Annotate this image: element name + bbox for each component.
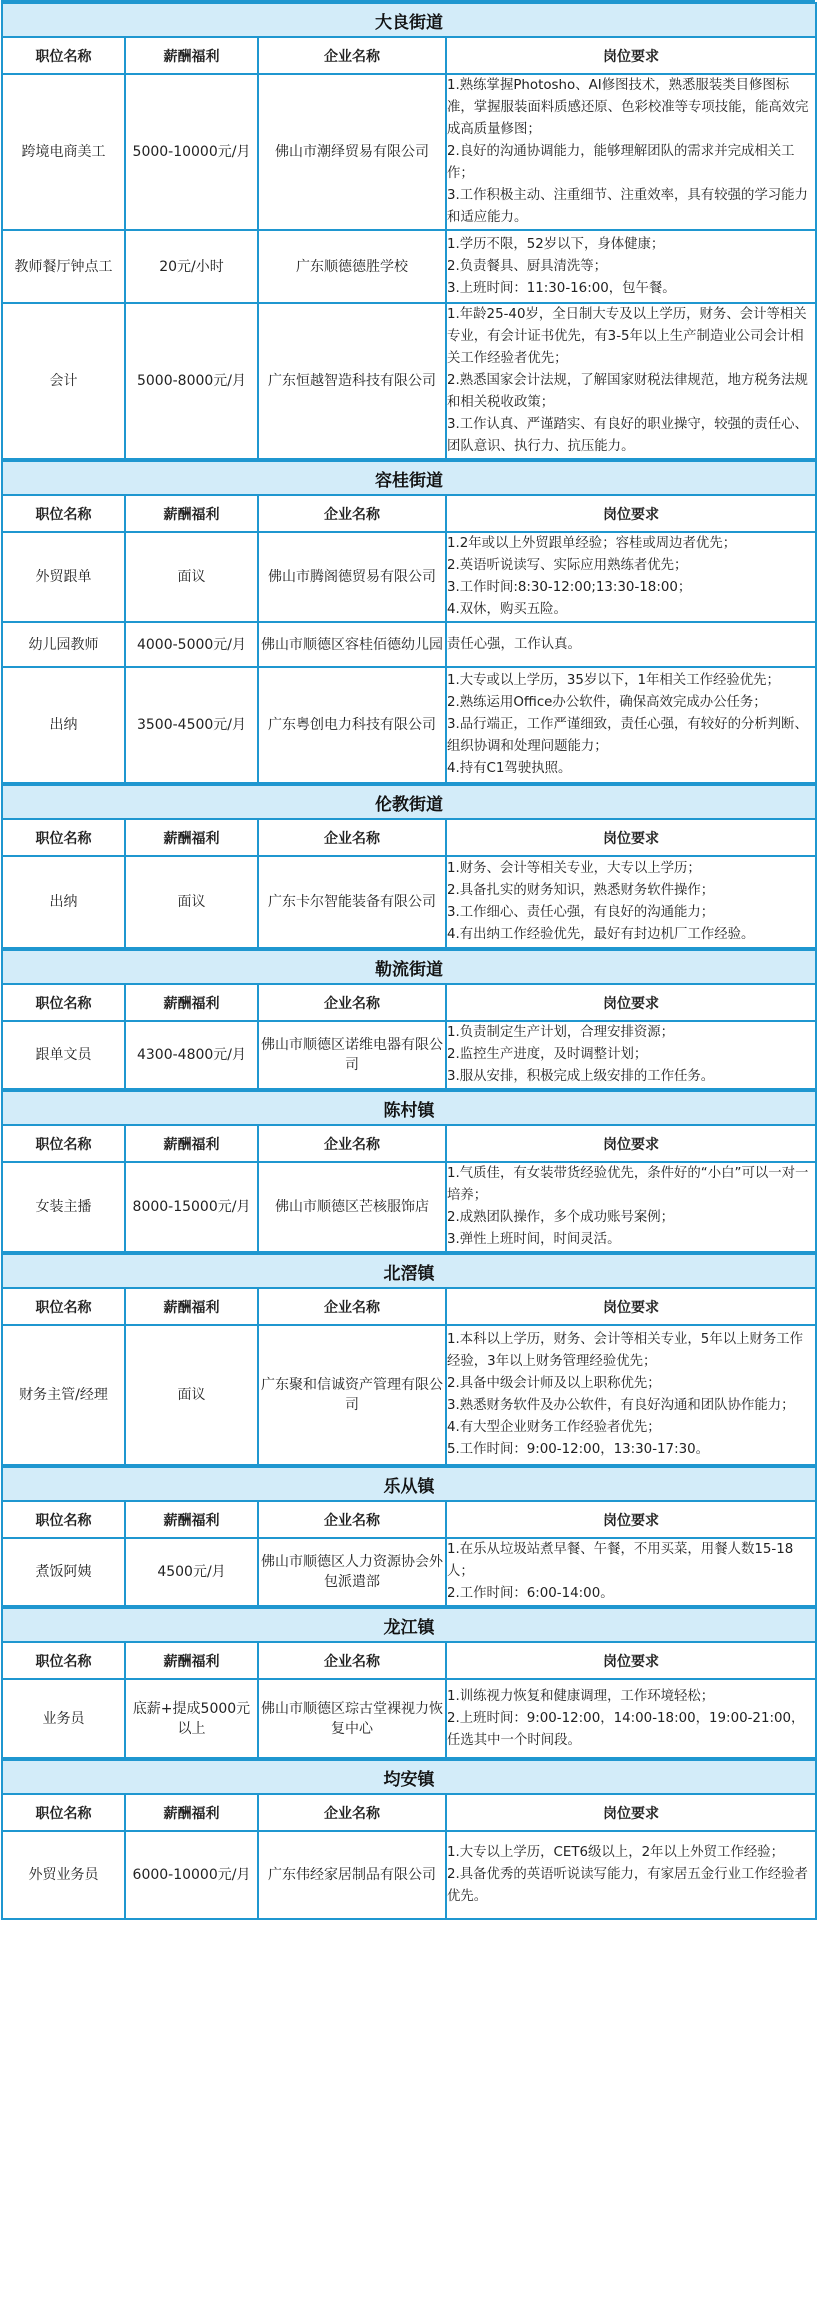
requirement-line: 3.工作细心、责任心强，有良好的沟通能力； [447,905,715,920]
section-table [1,1759,817,1920]
header-company: 企业名称 [258,495,446,532]
requirement-line: 4.持有C1驾驶执照。 [447,761,572,776]
requirement-line: 5.工作时间：9:00-12:00，13:30-17:30。 [447,1442,710,1457]
requirement-line: 3.工作积极主动、注重细节、注重效率，具有较强的学习能力和适应能力。 [447,188,808,225]
requirement-line: 3.服从安排，积极完成上级安排的工作任务。 [447,1069,715,1084]
job-salary: 20元/小时 [125,230,258,303]
section-title-row [2,1467,816,1501]
requirement-line: 4.双休，购买五险。 [447,602,567,617]
table-row [2,230,816,303]
job-company: 佛山市顺德区芒核服饰店 [258,1162,446,1252]
requirement-line: 3.弹性上班时间，时间灵活。 [447,1232,621,1247]
requirement-line: 2.成熟团队操作，多个成功账号案例； [447,1210,675,1225]
job-requirements [446,1021,816,1089]
section-title: 陈村镇 [2,1091,816,1125]
job-requirements [446,1679,816,1758]
job-requirements [446,622,816,667]
header-company: 企业名称 [258,1288,446,1325]
requirement-line: 责任心强，工作认真。 [447,636,581,652]
job-listings-sheet [1,0,815,1920]
requirement-line: 3.熟悉财务软件及办公软件，有良好沟通和团队协作能力； [447,1398,795,1413]
column-header-row [2,1642,816,1679]
section-title: 勒流街道 [2,950,816,984]
column-header-row [2,37,816,74]
header-requirements: 岗位要求 [446,1501,816,1538]
job-company: 广东聚和信诚资产管理有限公司 [258,1325,446,1465]
job-requirements [446,1831,816,1919]
table-row [2,532,816,622]
requirement-line: 1.大专以上学历，CET6级以上，2年以上外贸工作经验； [447,1845,785,1860]
header-salary: 薪酬福利 [125,1794,258,1831]
requirement-line: 1.年龄25-40岁，全日制大专及以上学历，财务、会计等相关专业，有会计证书优先，有3-5年以上生产制造业公司会计相关工作经验者优先； [447,307,807,366]
requirement-line: 1.学历不限，52岁以下，身体健康； [447,236,665,252]
header-position: 职位名称 [2,1125,125,1162]
header-requirements: 岗位要求 [446,1125,816,1162]
column-header-row [2,1501,816,1538]
section-title-row [2,3,816,37]
requirement-line: 2.监控生产进度，及时调整计划； [447,1047,648,1062]
header-position: 职位名称 [2,984,125,1021]
requirement-line: 1.财务、会计等相关专业，大专以上学历； [447,861,701,876]
requirement-line: 1.负责制定生产计划，合理安排资源； [447,1025,675,1040]
section-title: 北滘镇 [2,1254,816,1288]
section-title-row [2,785,816,819]
header-salary: 薪酬福利 [125,1501,258,1538]
column-header-row [2,1125,816,1162]
table-row [2,1162,816,1252]
header-salary: 薪酬福利 [125,1288,258,1325]
section-title: 大良街道 [2,3,816,37]
requirement-line: 4.有大型企业财务工作经验者优先； [447,1420,661,1435]
header-salary: 薪酬福利 [125,1642,258,1679]
job-salary: 面议 [125,1325,258,1465]
header-salary: 薪酬福利 [125,1125,258,1162]
job-position: 出纳 [2,667,125,783]
requirement-line: 1.本科以上学历，财务、会计等相关专业，5年以上财务工作经验，3年以上财务管理经验优先； [447,1332,804,1369]
header-position: 职位名称 [2,819,125,856]
requirement-line: 2.上班时间：9:00-12:00，14:00-18:00，19:00-21:00，任选其中一个时间段。 [447,1710,805,1748]
job-position: 跟单文员 [2,1021,125,1089]
table-row [2,1831,816,1919]
table-row [2,667,816,783]
job-company: 佛山市腾阁德贸易有限公司 [258,532,446,622]
requirement-line: 2.良好的沟通协调能力，能够理解团队的需求并完成相关工作； [447,144,795,181]
table-row [2,74,816,230]
job-company: 广东顺德德胜学校 [258,230,446,303]
job-requirements [446,856,816,948]
header-requirements: 岗位要求 [446,1794,816,1831]
section-title-row [2,1254,816,1288]
section-table [1,1253,817,1466]
requirement-line: 1.2年或以上外贸跟单经验；容桂或周边者优先； [447,536,737,551]
requirement-line: 3.品行端正，工作严谨细致，责任心强，有较好的分析判断、组织协调和处理问题能力； [447,717,808,754]
job-position: 会计 [2,303,125,459]
header-requirements: 岗位要求 [446,1288,816,1325]
section-title-row [2,1608,816,1642]
job-company: 佛山市顺德区人力资源协会外包派遣部 [258,1538,446,1606]
job-company: 佛山市顺德区诺维电器有限公司 [258,1021,446,1089]
header-position: 职位名称 [2,1288,125,1325]
job-company: 广东恒越智造科技有限公司 [258,303,446,459]
job-salary: 4000-5000元/月 [125,622,258,667]
job-position: 财务主管/经理 [2,1325,125,1465]
requirement-line: 1.在乐从垃圾站煮早餐、午餐，不用买菜，用餐人数15-18人； [447,1542,794,1579]
job-salary: 5000-8000元/月 [125,303,258,459]
section-table [1,2,817,460]
job-requirements [446,532,816,622]
job-requirements [446,1162,816,1252]
header-salary: 薪酬福利 [125,37,258,74]
section-title: 龙江镇 [2,1608,816,1642]
job-salary: 4500元/月 [125,1538,258,1606]
header-company: 企业名称 [258,1501,446,1538]
job-salary: 4300-4800元/月 [125,1021,258,1089]
header-company: 企业名称 [258,1642,446,1679]
table-row [2,856,816,948]
job-company: 广东伟经家居制品有限公司 [258,1831,446,1919]
requirement-line: 3.工作时间:8:30-12:00;13:30-18:00； [447,580,692,595]
job-position: 煮饭阿姨 [2,1538,125,1606]
header-company: 企业名称 [258,984,446,1021]
job-position: 外贸业务员 [2,1831,125,1919]
header-position: 职位名称 [2,1501,125,1538]
column-header-row [2,1794,816,1831]
column-header-row [2,819,816,856]
section-title: 均安镇 [2,1760,816,1794]
job-salary: 5000-10000元/月 [125,74,258,230]
job-requirements [446,1325,816,1465]
table-row [2,1679,816,1758]
header-requirements: 岗位要求 [446,495,816,532]
requirement-line: 2.熟练运用Office办公软件，确保高效完成办公任务； [447,695,767,710]
header-requirements: 岗位要求 [446,37,816,74]
job-company: 佛山市顺德区琮古堂裸视力恢复中心 [258,1679,446,1758]
section-title-row [2,461,816,495]
header-position: 职位名称 [2,495,125,532]
requirement-line: 2.英语听说读写、实际应用熟练者优先； [447,558,688,573]
job-position: 业务员 [2,1679,125,1758]
header-company: 企业名称 [258,37,446,74]
header-salary: 薪酬福利 [125,495,258,532]
requirement-line: 1.熟练掌握Photosho、AI修图技术，熟悉服装类目修图标准，掌握服装面料质感还原、色彩校准等专项技能，能高效完成高质量修图； [447,78,809,137]
job-company: 广东卡尔智能装备有限公司 [258,856,446,948]
section-table [1,949,817,1090]
requirement-line: 4.有出纳工作经验优先，最好有封边机厂工作经验。 [447,927,755,942]
table-row [2,1325,816,1465]
column-header-row [2,495,816,532]
header-salary: 薪酬福利 [125,984,258,1021]
requirement-line: 2.熟悉国家会计法规，了解国家财税法律规范，地方税务法规和相关税收政策； [447,373,808,410]
requirement-line: 2.负责餐具、厨具清洗等； [447,258,608,274]
header-position: 职位名称 [2,1794,125,1831]
header-position: 职位名称 [2,37,125,74]
section-table [1,784,817,949]
job-position: 出纳 [2,856,125,948]
requirement-line: 2.工作时间：6:00-14:00。 [447,1586,614,1601]
job-position: 幼儿园教师 [2,622,125,667]
header-requirements: 岗位要求 [446,1642,816,1679]
header-position: 职位名称 [2,1642,125,1679]
table-row [2,1021,816,1089]
requirement-line: 1.气质佳，有女装带货经验优先，条件好的“小白”可以一对一培养； [447,1166,809,1203]
section-table [1,460,817,784]
job-position: 女装主播 [2,1162,125,1252]
header-requirements: 岗位要求 [446,819,816,856]
header-company: 企业名称 [258,819,446,856]
section-title: 容桂街道 [2,461,816,495]
table-row [2,1538,816,1606]
job-position: 教师餐厅钟点工 [2,230,125,303]
section-table [1,1466,817,1607]
job-requirements [446,1538,816,1606]
job-company: 广东粤创电力科技有限公司 [258,667,446,783]
column-header-row [2,1288,816,1325]
requirement-line: 3.工作认真、严谨踏实、有良好的职业操守，较强的责任心、团队意识、执行力、抗压能力。 [447,417,808,454]
requirement-line: 3.上班时间：11:30-16:00，包午餐。 [447,280,676,296]
section-title: 伦教街道 [2,785,816,819]
section-title-row [2,1091,816,1125]
section-title-row [2,950,816,984]
job-position: 跨境电商美工 [2,74,125,230]
job-salary: 面议 [125,856,258,948]
section-table [1,1090,817,1253]
header-requirements: 岗位要求 [446,984,816,1021]
header-salary: 薪酬福利 [125,819,258,856]
header-company: 企业名称 [258,1125,446,1162]
section-title: 乐从镇 [2,1467,816,1501]
job-position: 外贸跟单 [2,532,125,622]
job-requirements [446,74,816,230]
table-row [2,622,816,667]
section-table [1,1607,817,1759]
job-requirements [446,667,816,783]
header-company: 企业名称 [258,1794,446,1831]
job-salary: 8000-15000元/月 [125,1162,258,1252]
job-salary: 底薪+提成5000元以上 [125,1679,258,1758]
job-salary: 3500-4500元/月 [125,667,258,783]
job-company: 佛山市顺德区容桂佰德幼儿园 [258,622,446,667]
job-salary: 面议 [125,532,258,622]
table-row [2,303,816,459]
section-title-row [2,1760,816,1794]
job-company: 佛山市潮绎贸易有限公司 [258,74,446,230]
requirement-line: 1.大专或以上学历，35岁以下，1年相关工作经验优先； [447,673,780,688]
requirement-line: 1.训练视力恢复和健康调理，工作环境轻松； [447,1688,715,1704]
job-requirements [446,303,816,459]
column-header-row [2,984,816,1021]
requirement-line: 2.具备优秀的英语听说读写能力，有家居五金行业工作经验者优先。 [447,1867,808,1904]
job-salary: 6000-10000元/月 [125,1831,258,1919]
job-requirements [446,230,816,303]
requirement-line: 2.具备中级会计师及以上职称优先； [447,1376,661,1391]
requirement-line: 2.具备扎实的财务知识，熟悉财务软件操作； [447,883,715,898]
